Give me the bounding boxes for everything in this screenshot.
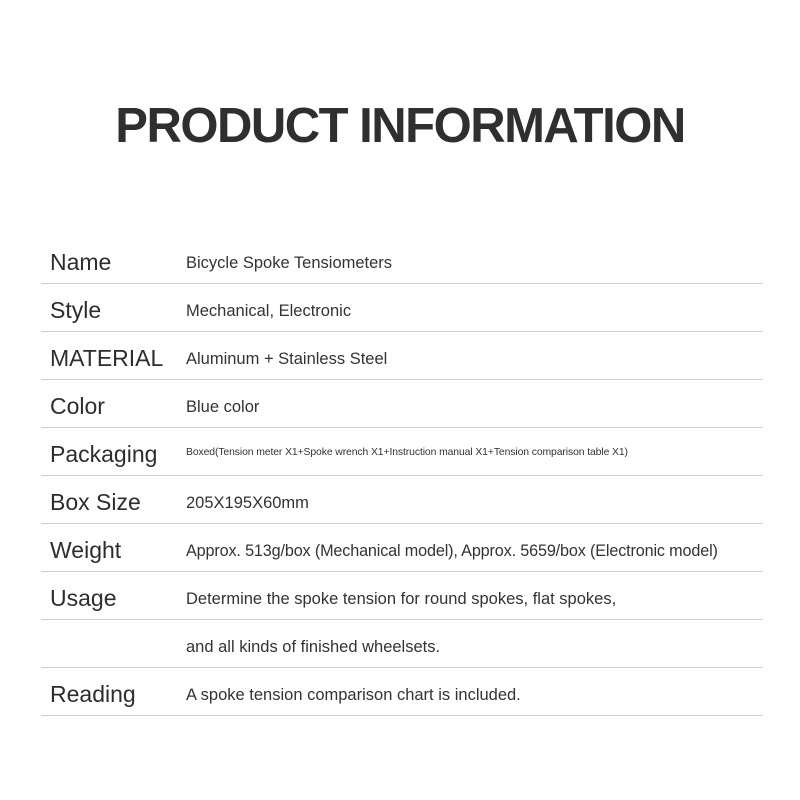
info-row-packaging	[41, 428, 763, 476]
info-row-reading	[41, 668, 763, 716]
row-value: 205X195X60mm	[186, 494, 309, 512]
row-label: Packaging	[50, 441, 158, 467]
row-value: Mechanical, Electronic	[186, 302, 352, 320]
info-row-weight	[41, 524, 763, 572]
row-label: Reading	[50, 681, 136, 707]
row-label: Style	[50, 297, 102, 323]
row-value: Blue color	[186, 398, 260, 416]
product-info-table	[41, 236, 763, 716]
row-label: Name	[50, 249, 112, 275]
row-value: Boxed(Tension meter X1+Spoke wrench X1+Instruction manual X1+Tension comparison table X1)	[186, 447, 628, 458]
row-value: Bicycle Spoke Tensiometers	[186, 254, 393, 272]
row-label: Weight	[50, 537, 122, 563]
page-title: PRODUCT INFORMATION	[115, 99, 685, 153]
row-value: A spoke tension comparison chart is included.	[186, 686, 521, 704]
info-row-color	[41, 380, 763, 428]
info-row-material	[41, 332, 763, 380]
row-label: MATERIAL	[50, 345, 164, 371]
info-row-usage	[41, 572, 763, 620]
info-row-box-size	[41, 476, 763, 524]
row-value: Approx. 513g/box (Mechanical model), Approx. 5659/box (Electronic model)	[186, 542, 718, 560]
info-row-style	[41, 284, 763, 332]
info-row-name	[41, 236, 763, 284]
row-label: Box Size	[50, 489, 141, 515]
row-value: Determine the spoke tension for round spokes, flat spokes,	[186, 590, 617, 608]
row-value: Aluminum + Stainless Steel	[186, 350, 388, 368]
row-label: Usage	[50, 585, 117, 611]
row-value: and all kinds of finished wheelsets.	[186, 638, 441, 656]
info-row-usage-continued	[41, 620, 763, 668]
row-label: Color	[50, 393, 105, 419]
